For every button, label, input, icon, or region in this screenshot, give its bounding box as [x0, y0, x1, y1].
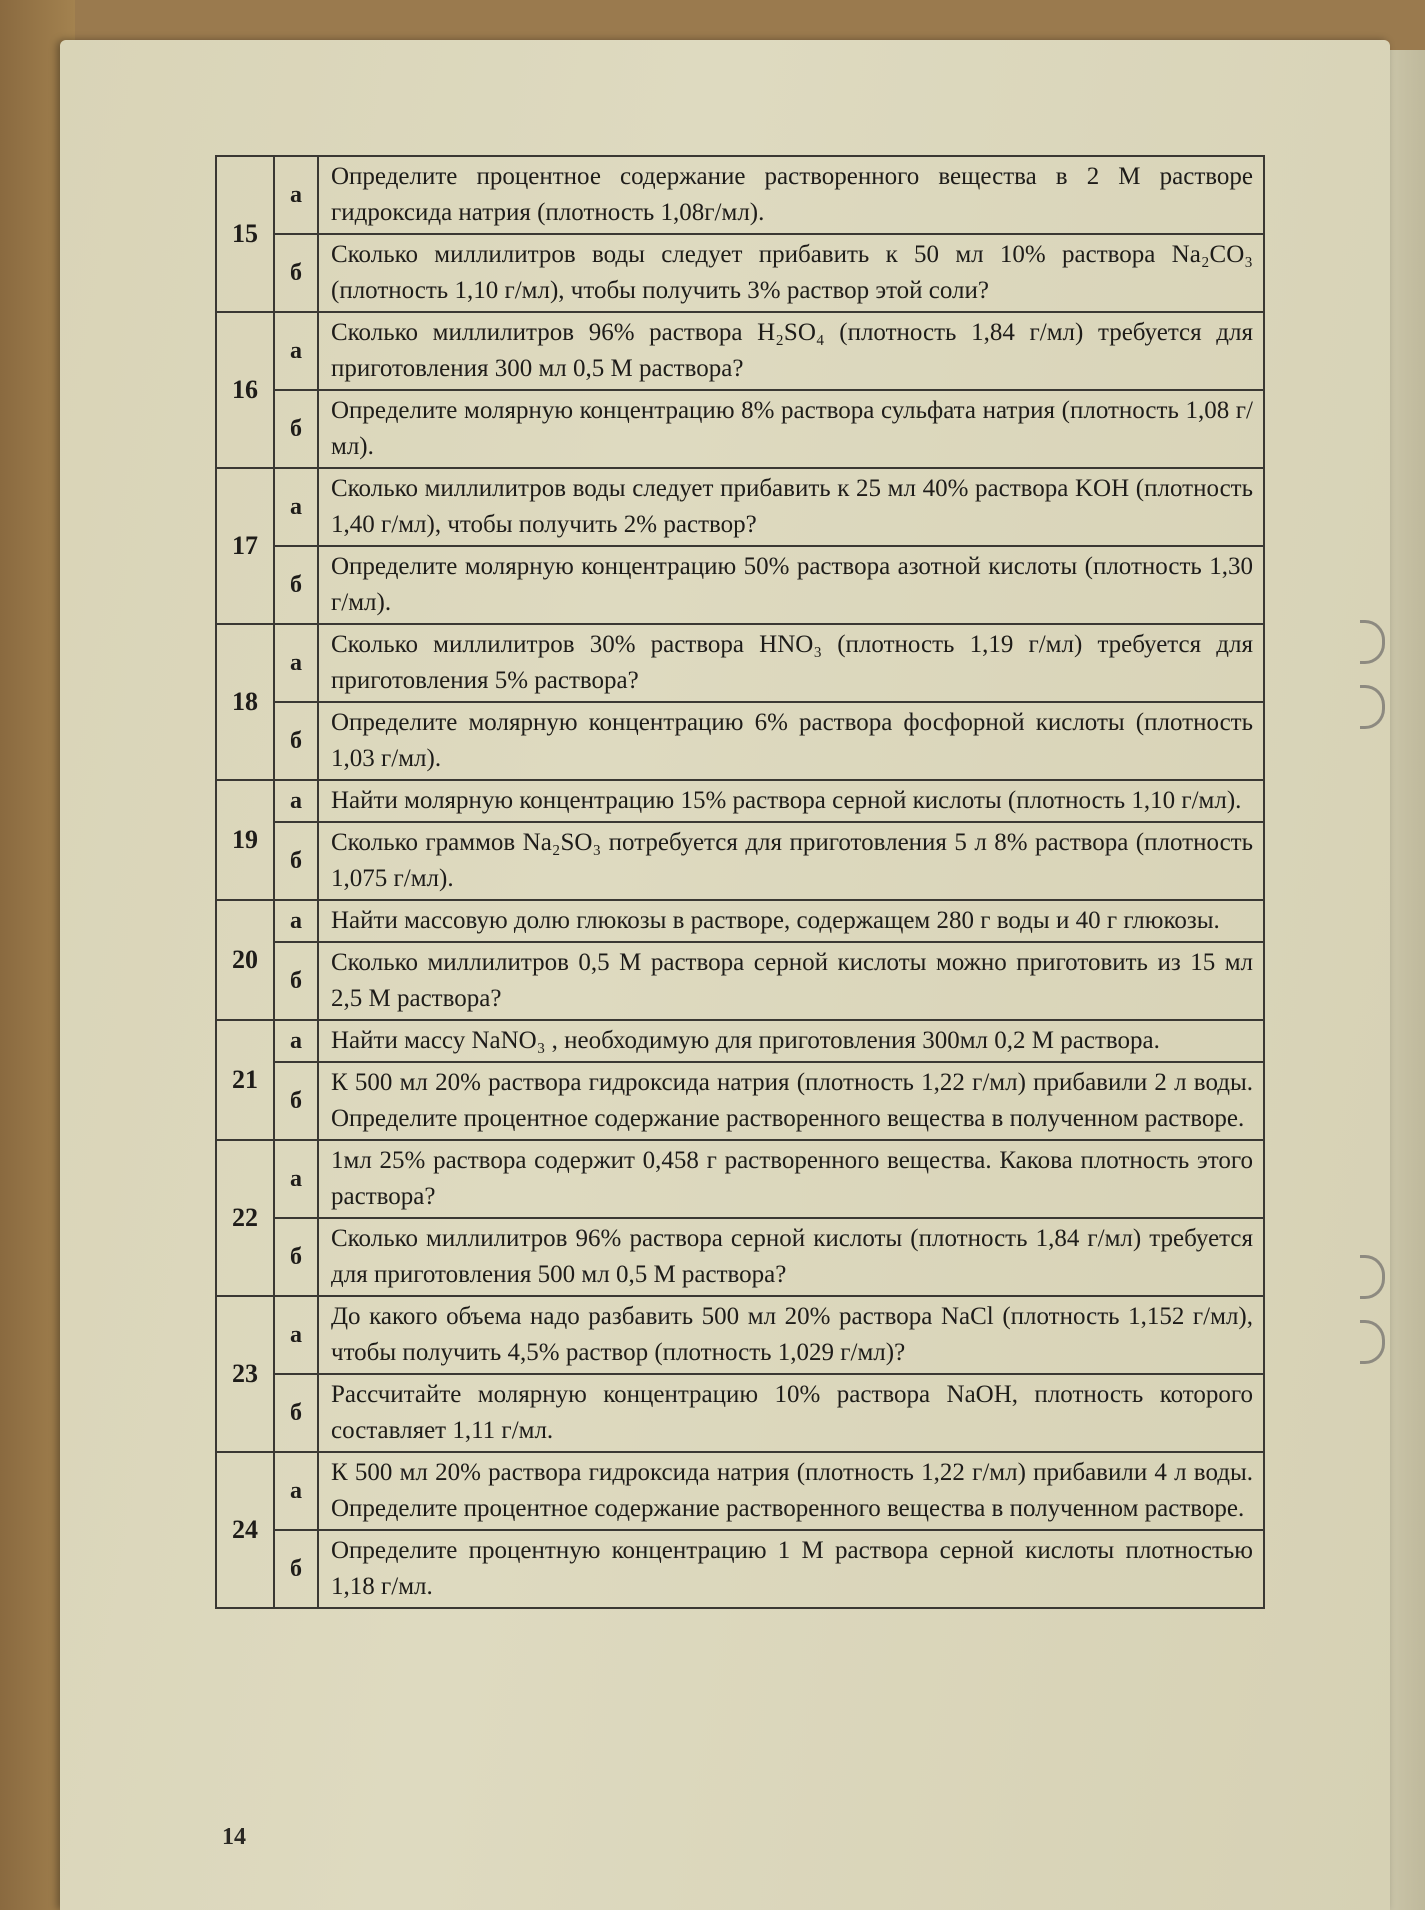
variant-letter: а — [274, 312, 318, 390]
problem-row-b — [216, 822, 1264, 900]
problem-row-b — [216, 1062, 1264, 1140]
problem-row-a — [216, 780, 1264, 822]
variant-letter: а — [274, 468, 318, 546]
problem-row-a — [216, 624, 1264, 702]
problem-text: Сколько миллилитров 0,5 М раствора серной кислоты можно приготовить из 15 мл 2,5 М раствора? — [318, 942, 1264, 1020]
problem-number: 19 — [216, 780, 274, 900]
problem-row-a — [216, 1140, 1264, 1218]
problem-number: 15 — [216, 156, 274, 312]
problem-row-b — [216, 1374, 1264, 1452]
problem-text: К 500 мл 20% раствора гидроксида натрия (плотность 1,22 г/мл) прибавили 4 л воды. Определите процентное содержание растворенного вещества в полученном растворе. — [318, 1452, 1264, 1530]
problem-number: 18 — [216, 624, 274, 780]
variant-letter: а — [274, 1140, 318, 1218]
problem-number: 21 — [216, 1020, 274, 1140]
problem-row-b — [216, 546, 1264, 624]
problem-row-b — [216, 234, 1264, 312]
problem-row-a — [216, 1452, 1264, 1530]
problem-row-a — [216, 1020, 1264, 1062]
problem-number: 24 — [216, 1452, 274, 1608]
problem-row-b — [216, 390, 1264, 468]
problem-row-a — [216, 156, 1264, 234]
problem-row-b — [216, 1530, 1264, 1608]
variant-letter: б — [274, 546, 318, 624]
variant-letter: б — [274, 942, 318, 1020]
problem-number: 20 — [216, 900, 274, 1020]
problem-number: 23 — [216, 1296, 274, 1452]
page-number: 14 — [222, 1824, 246, 1850]
problem-row-b — [216, 942, 1264, 1020]
problem-text: Сколько миллилитров воды следует прибавить к 50 мл 10% раствора Na₂CO₃ (плотность 1,10 г/мл), чтобы получить 3% раствор этой соли? — [318, 234, 1264, 312]
problem-text: Сколько миллилитров 30% раствора HNO₃ (плотность 1,19 г/мл) требуется для приготовления 5% раствора? — [318, 624, 1264, 702]
problem-number: 16 — [216, 312, 274, 468]
problem-text: Определите молярную концентрацию 50% раствора азотной кислоты (плотность 1,30 г/мл). — [318, 546, 1264, 624]
problem-text: Рассчитайте молярную концентрацию 10% раствора NaOH, плотность которого составляет 1,11 г/мл. — [318, 1374, 1264, 1452]
variant-letter: а — [274, 1020, 318, 1062]
problem-text: Определите молярную концентрацию 6% раствора фосфорной кислоты (плотность 1,03 г/мл). — [318, 702, 1264, 780]
problem-text: Сколько миллилитров 96% раствора H₂SO₄ (плотность 1,84 г/мл) требуется для приготовления 300 мл 0,5 М раствора? — [318, 312, 1264, 390]
variant-letter: б — [274, 390, 318, 468]
variant-letter: б — [274, 1374, 318, 1452]
problem-text: Определите молярную концентрацию 8% раствора сульфата натрия (плотность 1,08 г/мл). — [318, 390, 1264, 468]
problem-number: 22 — [216, 1140, 274, 1296]
problem-text: К 500 мл 20% раствора гидроксида натрия (плотность 1,22 г/мл) прибавили 2 л воды. Определите процентное содержание растворенного вещества в полученном растворе. — [318, 1062, 1264, 1140]
problem-row-a — [216, 1296, 1264, 1374]
problem-row-b — [216, 702, 1264, 780]
variant-letter: б — [274, 1062, 318, 1140]
problem-text: Определите процентное содержание растворенного вещества в 2 М растворе гидроксида натрия (плотность 1,08г/мл). — [318, 156, 1264, 234]
variant-letter: а — [274, 900, 318, 942]
variant-letter: б — [274, 702, 318, 780]
variant-letter: б — [274, 1530, 318, 1608]
problem-text: Найти молярную концентрацию 15% раствора серной кислоты (плотность 1,10 г/мл). — [318, 780, 1264, 822]
variant-letter: б — [274, 234, 318, 312]
variant-letter: а — [274, 156, 318, 234]
variant-letter: а — [274, 624, 318, 702]
problem-row-a — [216, 312, 1264, 390]
variant-letter: а — [274, 1296, 318, 1374]
variant-letter: а — [274, 780, 318, 822]
problem-text: Найти массовую долю глюкозы в растворе, содержащем 280 г воды и 40 г глюкозы. — [318, 900, 1264, 942]
problem-text: 1мл 25% раствора содержит 0,458 г растворенного вещества. Какова плотность этого раствора? — [318, 1140, 1264, 1218]
problems-table — [215, 155, 1265, 1609]
variant-letter: б — [274, 1218, 318, 1296]
variant-letter: а — [274, 1452, 318, 1530]
problem-row-a — [216, 468, 1264, 546]
variant-letter: б — [274, 822, 318, 900]
problem-row-a — [216, 900, 1264, 942]
problem-row-b — [216, 1218, 1264, 1296]
problem-text: Найти массу NaNO₃ , необходимую для приготовления 300мл 0,2 М раствора. — [318, 1020, 1264, 1062]
problem-number: 17 — [216, 468, 274, 624]
problem-text: Определите процентную концентрацию 1 М раствора серной кислоты плотностью 1,18 г/мл. — [318, 1530, 1264, 1608]
problem-text: До какого объема надо разбавить 500 мл 20% раствора NaCl (плотность 1,152 г/мл), чтобы получить 4,5% раствор (плотность 1,029 г/мл)? — [318, 1296, 1264, 1374]
problem-text: Сколько граммов Na₂SO₃ потребуется для приготовления 5 л 8% раствора (плотность 1,075 г/мл). — [318, 822, 1264, 900]
problem-text: Сколько миллилитров воды следует прибавить к 25 мл 40% раствора KOH (плотность 1,40 г/мл), чтобы получить 2% раствор? — [318, 468, 1264, 546]
problem-text: Сколько миллилитров 96% раствора серной кислоты (плотность 1,84 г/мл) требуется для приготовления 500 мл 0,5 М раствора? — [318, 1218, 1264, 1296]
